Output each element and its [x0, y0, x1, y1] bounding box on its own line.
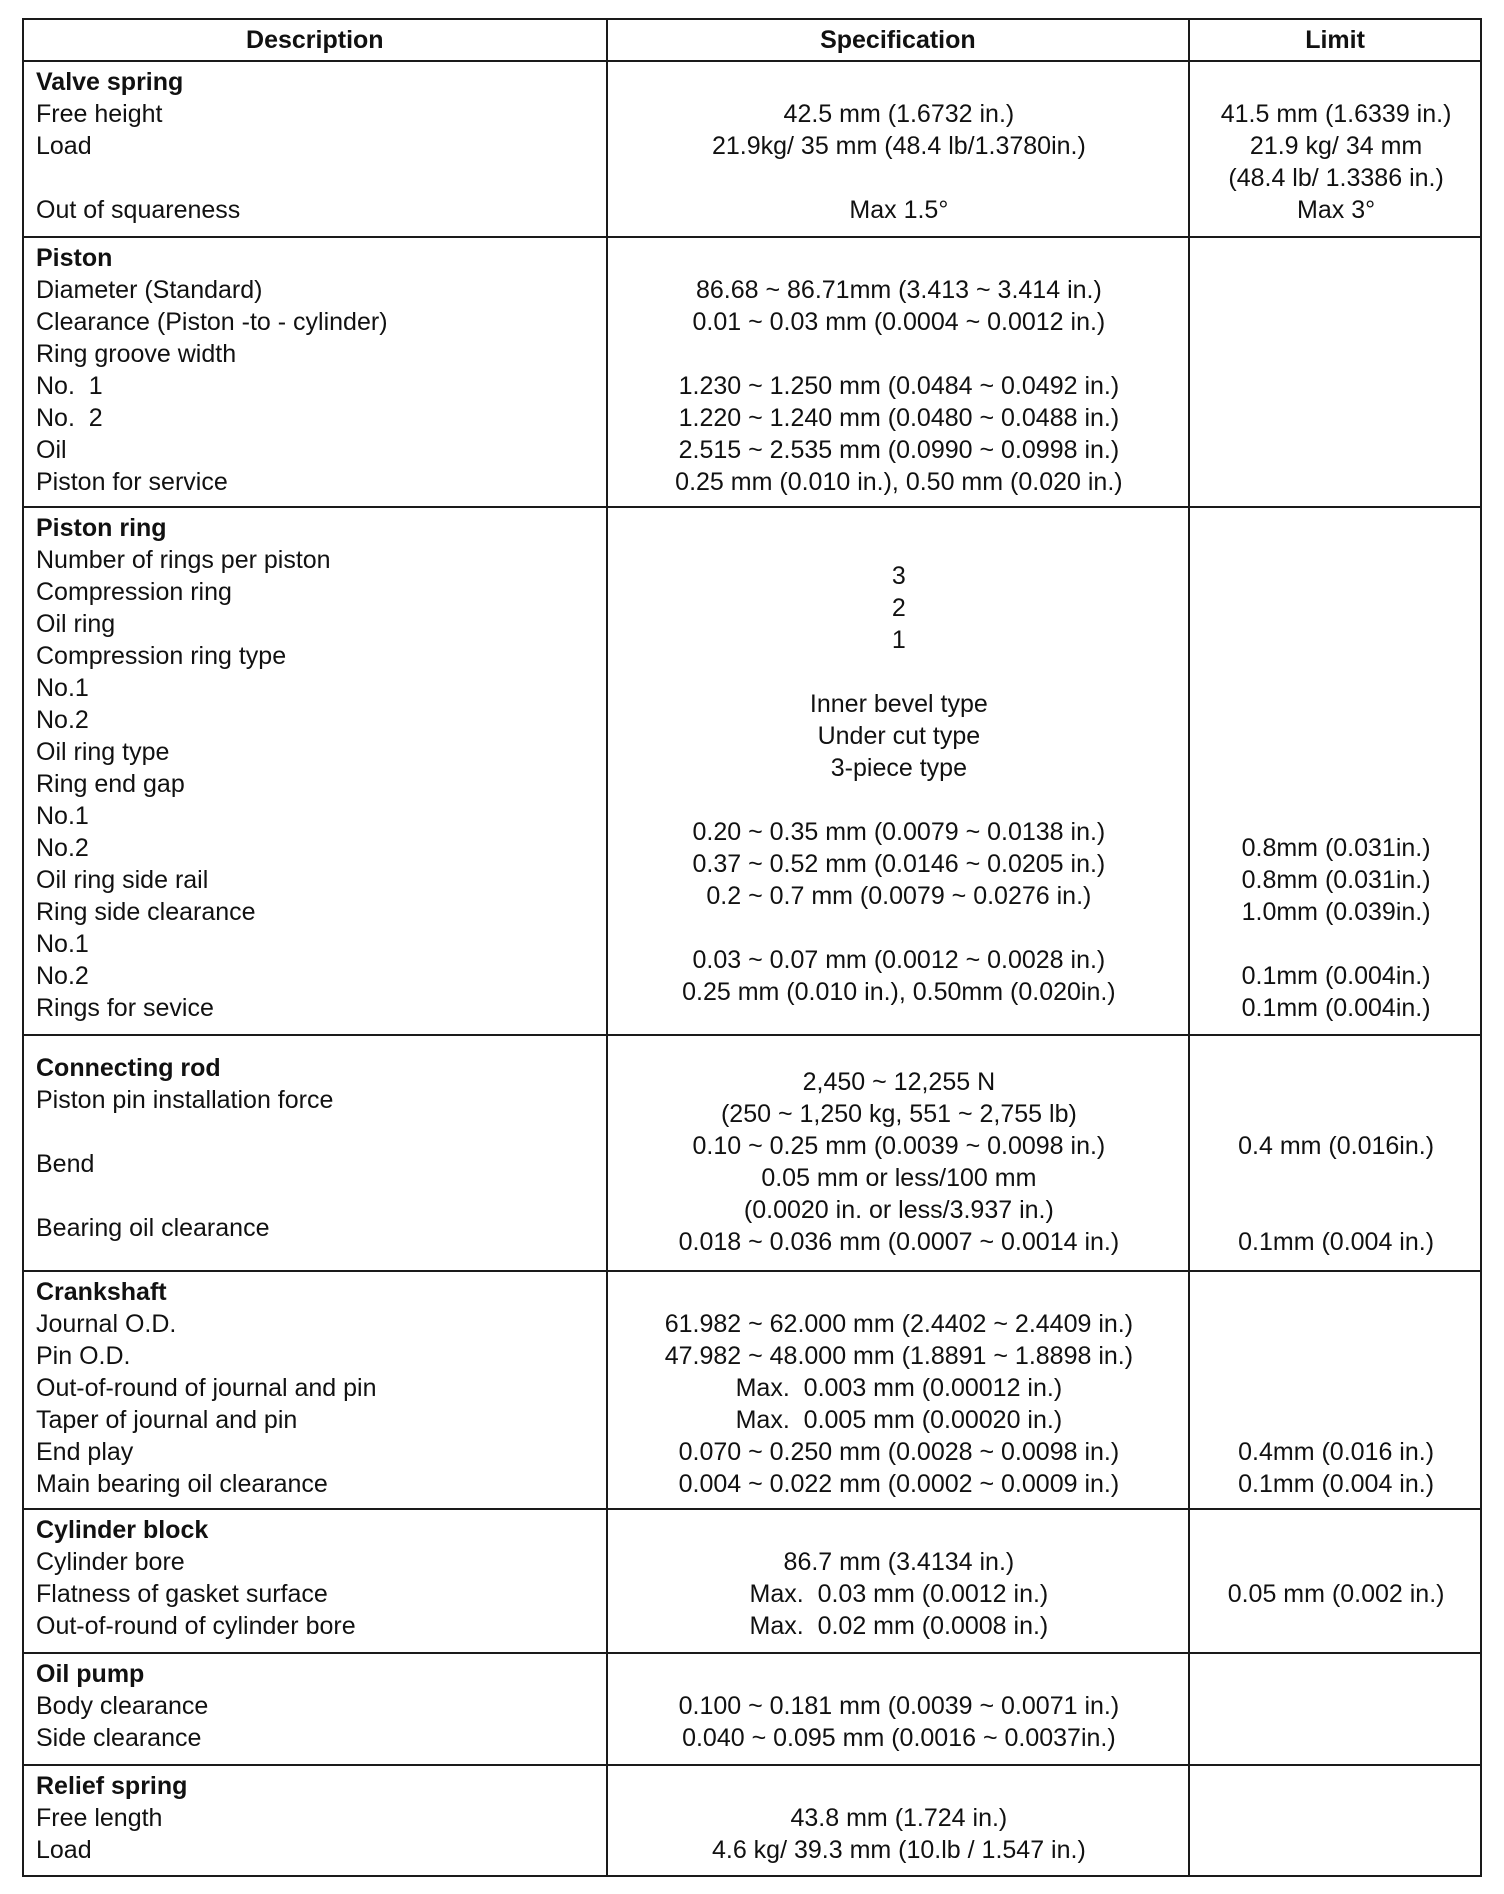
spec-value: (0.0020 in. or less/3.937 in.) [743, 1196, 1054, 1224]
spec-value: Max. 0.02 mm (0.0008 in.) [749, 1612, 1049, 1640]
spec-value: 86.68 ~ 86.71mm (3.413 ~ 3.414 in.) [695, 276, 1102, 304]
section-valve-spring [23, 61, 1481, 237]
spec-value: 0.01 ~ 0.03 mm (0.0004 ~ 0.0012 in.) [692, 308, 1106, 336]
spec-value: (250 ~ 1,250 kg, 551 ~ 2,755 lb) [720, 1100, 1077, 1128]
section-piston [23, 237, 1481, 507]
desc-item: No.2 [36, 962, 89, 990]
spec-value: Max 1.5° [849, 196, 949, 224]
desc-item: Oil ring type [36, 738, 170, 766]
desc-item: Compression ring type [36, 642, 287, 670]
desc-item: Flatness of gasket surface [36, 1580, 328, 1608]
header-row [23, 19, 1481, 61]
limit-value: (48.4 lb/ 1.3386 in.) [1228, 164, 1444, 192]
limit-cell [1189, 1271, 1481, 1509]
limit-cell [1189, 507, 1481, 1035]
desc-item: Compression ring [36, 578, 232, 606]
spec-value: 0.018 ~ 0.036 mm (0.0007 ~ 0.0014 in.) [678, 1228, 1120, 1256]
desc-item: No.1 [36, 802, 89, 830]
header-limit: Limit [1189, 19, 1481, 61]
spec-value: 0.004 ~ 0.022 mm (0.0002 ~ 0.0009 in.) [678, 1470, 1120, 1498]
desc-item: Ring groove width [36, 340, 237, 368]
spec-value: 2.515 ~ 2.535 mm (0.0990 ~ 0.0998 in.) [678, 436, 1120, 464]
desc-item: Oil [36, 436, 67, 464]
desc-item: Clearance (Piston -to - cylinder) [36, 308, 388, 336]
limit-value: 0.8mm (0.031in.) [1241, 866, 1431, 894]
spec-value: 42.5 mm (1.6732 in.) [783, 100, 1015, 128]
desc-cell [23, 61, 607, 237]
desc-item: Out-of-round of cylinder bore [36, 1612, 356, 1640]
header-specification: Specification [607, 19, 1190, 61]
spec-value: 0.10 ~ 0.25 mm (0.0039 ~ 0.0098 in.) [692, 1132, 1106, 1160]
section-title: Connecting rod [36, 1054, 221, 1082]
limit-value: Max 3° [1297, 196, 1376, 224]
spec-value: 0.070 ~ 0.250 mm (0.0028 ~ 0.0098 in.) [678, 1438, 1120, 1466]
section-relief-spring [23, 1765, 1481, 1876]
limit-value: 0.8mm (0.031in.) [1241, 834, 1431, 862]
spec-value: 21.9kg/ 35 mm (48.4 lb/1.3780in.) [711, 132, 1086, 160]
desc-item: No.2 [36, 706, 89, 734]
desc-cell [23, 507, 607, 1035]
desc-item: Ring side clearance [36, 898, 256, 926]
desc-item: Pin O.D. [36, 1342, 131, 1370]
section-title: Oil pump [36, 1660, 145, 1688]
desc-item: Piston for service [36, 468, 228, 496]
desc-item: Free height [36, 100, 163, 128]
section-oil-pump [23, 1653, 1481, 1765]
spec-value: 0.05 mm or less/100 mm [761, 1164, 1037, 1192]
section-title: Cylinder block [36, 1516, 209, 1544]
section-title: Relief spring [36, 1772, 188, 1800]
desc-item: No.1 [36, 930, 89, 958]
desc-item: Bearing oil clearance [36, 1214, 270, 1242]
spec-cell [607, 1653, 1190, 1765]
limit-cell [1189, 237, 1481, 507]
desc-item: No. 2 [36, 404, 103, 432]
desc-cell [23, 1271, 607, 1509]
spec-value: 47.982 ~ 48.000 mm (1.8891 ~ 1.8898 in.) [664, 1342, 1134, 1370]
desc-cell [23, 237, 607, 507]
spec-table [22, 18, 1482, 1877]
limit-cell [1189, 1509, 1481, 1653]
spec-value: 1.220 ~ 1.240 mm (0.0480 ~ 0.0488 in.) [678, 404, 1120, 432]
desc-item: Bend [36, 1150, 95, 1178]
spec-value: 2 [891, 594, 906, 622]
spec-value: 0.100 ~ 0.181 mm (0.0039 ~ 0.0071 in.) [678, 1692, 1120, 1720]
spec-value: Max. 0.005 mm (0.00020 in.) [735, 1406, 1063, 1434]
desc-item: Side clearance [36, 1724, 202, 1752]
section-piston-ring [23, 507, 1481, 1035]
desc-item: Oil ring side rail [36, 866, 209, 894]
section-title: Piston ring [36, 514, 167, 542]
desc-cell [23, 1653, 607, 1765]
spec-value: 4.6 kg/ 39.3 mm (10.lb / 1.547 in.) [711, 1836, 1086, 1864]
desc-cell [23, 1509, 607, 1653]
section-connecting-rod [23, 1035, 1481, 1271]
section-crankshaft [23, 1271, 1481, 1509]
desc-item: Journal O.D. [36, 1310, 177, 1338]
spec-value: 0.03 ~ 0.07 mm (0.0012 ~ 0.0028 in.) [692, 946, 1106, 974]
section-cylinder-block [23, 1509, 1481, 1653]
limit-value: 0.1mm (0.004in.) [1241, 994, 1431, 1022]
desc-item: Load [36, 132, 92, 160]
desc-cell [23, 1765, 607, 1876]
limit-value: 41.5 mm (1.6339 in.) [1220, 100, 1452, 128]
spec-value: 0.040 ~ 0.095 mm (0.0016 ~ 0.0037in.) [682, 1724, 1116, 1752]
section-title: Piston [36, 244, 113, 272]
desc-item: Ring end gap [36, 770, 185, 798]
spec-cell [607, 507, 1190, 1035]
spec-value: 3 [891, 562, 906, 590]
spec-value: 0.25 mm (0.010 in.), 0.50mm (0.020in.) [682, 978, 1116, 1006]
spec-value: 0.37 ~ 0.52 mm (0.0146 ~ 0.0205 in.) [692, 850, 1106, 878]
limit-value: 0.1mm (0.004 in.) [1238, 1470, 1435, 1498]
spec-value: 1.230 ~ 1.250 mm (0.0484 ~ 0.0492 in.) [678, 372, 1120, 400]
limit-cell [1189, 1653, 1481, 1765]
desc-item: Free length [36, 1804, 163, 1832]
desc-item: No.1 [36, 674, 89, 702]
desc-item: Number of rings per piston [36, 546, 331, 574]
spec-value: 0.20 ~ 0.35 mm (0.0079 ~ 0.0138 in.) [692, 818, 1106, 846]
desc-item: Cylinder bore [36, 1548, 185, 1576]
limit-value: 1.0mm (0.039in.) [1241, 898, 1431, 926]
spec-cell [607, 1509, 1190, 1653]
spec-value: 3-piece type [830, 754, 967, 782]
spec-value: Under cut type [817, 722, 981, 750]
limit-cell [1189, 1765, 1481, 1876]
section-title: Crankshaft [36, 1278, 167, 1306]
limit-cell [1189, 61, 1481, 237]
limit-value: 0.4 mm (0.016in.) [1238, 1132, 1435, 1160]
spec-cell [607, 1765, 1190, 1876]
limit-cell [1189, 1035, 1481, 1271]
limit-value: 0.1mm (0.004 in.) [1238, 1228, 1435, 1256]
spec-value: Max. 0.03 mm (0.0012 in.) [749, 1580, 1049, 1608]
spec-value: 0.25 mm (0.010 in.), 0.50 mm (0.020 in.) [675, 468, 1123, 496]
desc-item: Main bearing oil clearance [36, 1470, 328, 1498]
spec-cell [607, 61, 1190, 237]
spec-cell [607, 237, 1190, 507]
desc-cell [23, 1035, 607, 1271]
desc-item: Taper of journal and pin [36, 1406, 298, 1434]
header-description: Description [23, 19, 607, 61]
desc-item: Out of squareness [36, 196, 241, 224]
spec-value: 0.2 ~ 0.7 mm (0.0079 ~ 0.0276 in.) [706, 882, 1092, 910]
limit-value: 0.1mm (0.004in.) [1241, 962, 1431, 990]
spec-cell [607, 1035, 1190, 1271]
desc-item: Piston pin installation force [36, 1086, 334, 1114]
spec-value: 1 [891, 626, 906, 654]
desc-item: Diameter (Standard) [36, 276, 263, 304]
limit-value: 0.4mm (0.016 in.) [1238, 1438, 1435, 1466]
section-title: Valve spring [36, 68, 184, 96]
spec-value: 43.8 mm (1.724 in.) [790, 1804, 1008, 1832]
limit-value: 0.05 mm (0.002 in.) [1227, 1580, 1445, 1608]
desc-item: Body clearance [36, 1692, 209, 1720]
limit-value: 21.9 kg/ 34 mm [1249, 132, 1423, 160]
desc-item: No.2 [36, 834, 89, 862]
desc-item: Load [36, 1836, 92, 1864]
spec-value: Max. 0.003 mm (0.00012 in.) [735, 1374, 1063, 1402]
desc-item: Oil ring [36, 610, 116, 638]
desc-item: No. 1 [36, 372, 103, 400]
desc-item: Out-of-round of journal and pin [36, 1374, 377, 1402]
spec-value: 2,450 ~ 12,255 N [802, 1068, 996, 1096]
spec-value: Inner bevel type [809, 690, 988, 718]
desc-item: Rings for sevice [36, 994, 214, 1022]
spec-value: 86.7 mm (3.4134 in.) [783, 1548, 1015, 1576]
spec-cell [607, 1271, 1190, 1509]
desc-item: End play [36, 1438, 134, 1466]
spec-value: 61.982 ~ 62.000 mm (2.4402 ~ 2.4409 in.) [664, 1310, 1134, 1338]
